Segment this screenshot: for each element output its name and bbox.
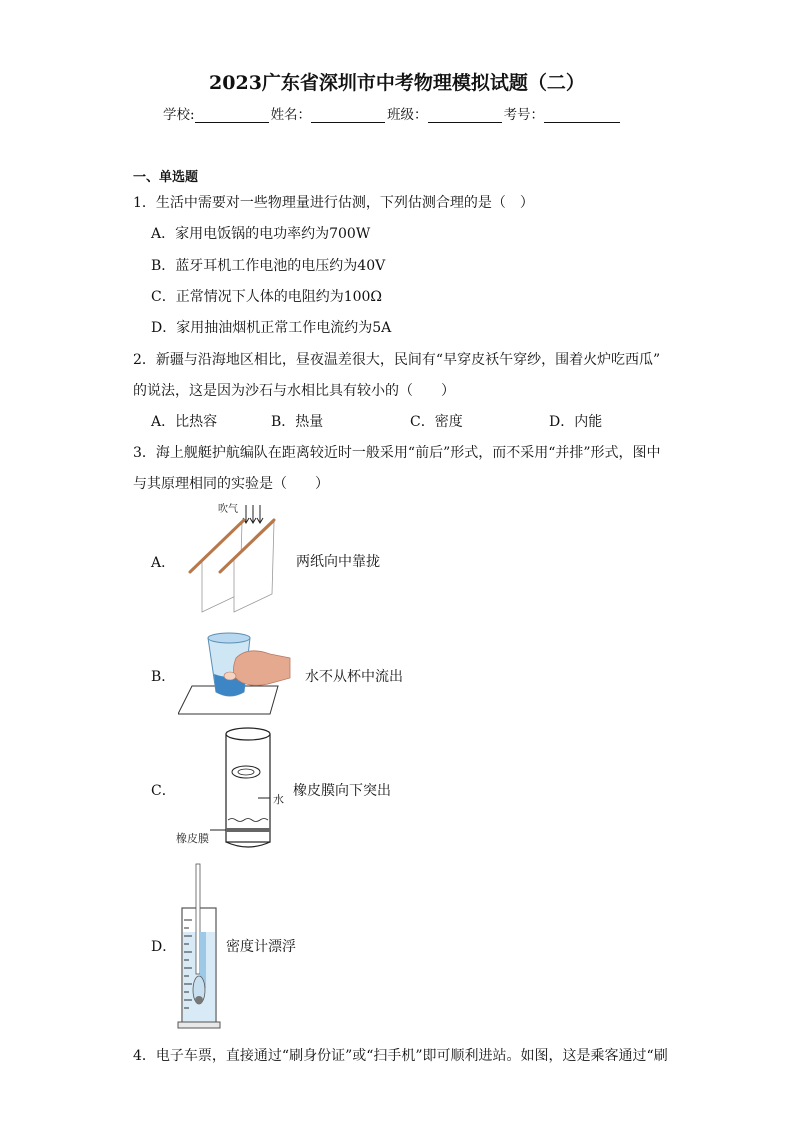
question-2-option-a[interactable]: A．比热容: [151, 414, 218, 430]
water-label: 水: [273, 793, 284, 806]
exam-no-blank[interactable]: [544, 108, 620, 123]
question-2-option-b[interactable]: B．热量: [271, 414, 324, 430]
question-1-stem: 1．生活中需要对一些物理量进行估测，下列估测合理的是（ ）: [133, 195, 534, 211]
two-papers-blowing-figure: [180, 500, 280, 616]
question-3-option-b-caption: 水不从杯中流出: [305, 669, 403, 685]
question-1-option-c[interactable]: C．正常情况下人体的电阻约为100Ω: [151, 289, 383, 305]
question-3-option-a-label[interactable]: A．: [151, 555, 176, 571]
question-1-option-b[interactable]: B．蓝牙耳机工作电池的电压约为40V: [151, 258, 386, 274]
rubber-membrane: [226, 828, 270, 832]
blow-air-label: 吹气: [218, 504, 238, 515]
inverted-cup-figure: [178, 628, 298, 716]
air-arrows: [243, 505, 263, 523]
page-title: 2023广东省深圳市中考物理模拟试题（二）: [209, 72, 585, 94]
question-2-option-d[interactable]: D．内能: [549, 414, 603, 430]
tube-bottom: [226, 842, 270, 847]
school-blank[interactable]: [195, 108, 269, 123]
membrane-label: 橡皮膜: [176, 832, 209, 845]
question-4-stem-line1: 4．电子车票，直接通过“刷身份证”或“扫手机”即可顺利进站。如图，这是乘客通过“刷: [133, 1048, 668, 1064]
paper-sheets: [202, 522, 274, 612]
question-2-stem-line1: 2．新疆与沿海地区相比，昼夜温差很大，民间有“早穿皮袄午穿纱，围着火炉吃西瓜”: [133, 352, 661, 368]
question-1-option-d[interactable]: D．家用抽油烟机正常工作电流约为5A: [151, 320, 392, 336]
question-1-option-a[interactable]: A．家用电饭锅的电功率约为700W: [151, 226, 371, 242]
hand: [233, 651, 290, 686]
tube-body: [226, 734, 270, 842]
section-heading: 一、单选题: [133, 170, 199, 185]
cylinder-base: [178, 1022, 220, 1028]
question-3-stem-line2: 与其原理相同的实验是（ ）: [133, 476, 329, 492]
cup-bottom: [208, 633, 250, 643]
school-label: 学校:: [163, 107, 195, 123]
question-3-stem-line1: 3．海上舰艇护航编队在距离较近时一般采用“前后”形式，而不采用“并排”形式，图中: [133, 445, 661, 461]
tube-top: [226, 728, 270, 740]
hydrometer-cylinder-figure: [176, 862, 222, 1032]
name-blank[interactable]: [311, 108, 385, 123]
exam-no-label: 考号：: [503, 107, 545, 123]
tube-membrane-figure: [174, 724, 294, 852]
question-3-option-c-label[interactable]: C．: [151, 783, 176, 799]
thumb: [224, 672, 236, 680]
class-label: 班级：: [387, 107, 428, 123]
class-blank[interactable]: [428, 108, 502, 123]
question-2-stem-line2: 的说法，这是因为沙石与水相比具有较小的（ ）: [133, 383, 455, 399]
question-3-option-a-caption: 两纸向中靠拢: [296, 554, 380, 570]
question-3-option-d-caption: 密度计漂浮: [226, 939, 296, 955]
student-info-line: [163, 103, 622, 123]
name-label: 姓名：: [270, 107, 312, 123]
hydrometer-stem: [196, 864, 200, 974]
question-3-option-d-label[interactable]: D．: [151, 939, 177, 955]
question-3-option-c-caption: 橡皮膜向下突出: [293, 783, 391, 799]
question-2-option-c[interactable]: C．密度: [410, 414, 463, 430]
question-3-option-b-label[interactable]: B．: [151, 669, 176, 685]
